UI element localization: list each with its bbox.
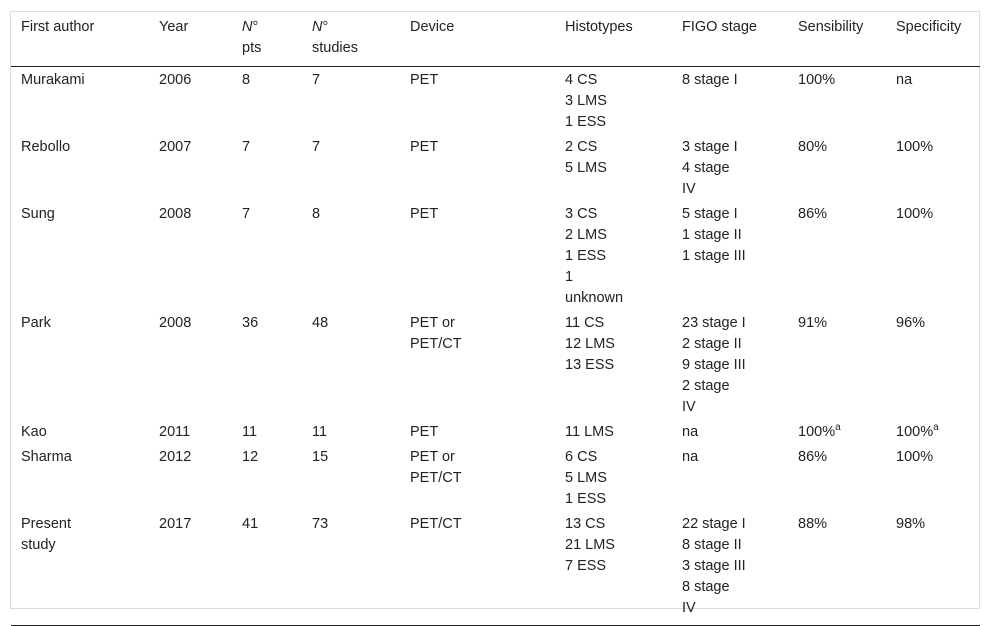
comparison-table: [11, 12, 980, 626]
cell-sensibility-value: 100%: [798, 424, 836, 440]
cell-device-line: PET/CT: [410, 336, 462, 352]
cell-figo-stage: [672, 511, 788, 626]
table-body: [11, 67, 980, 626]
cell-figo-stage-line: 8 stage II: [682, 537, 742, 553]
cell-histotypes: [555, 444, 672, 511]
cell-device-line: PET: [410, 139, 439, 155]
header-n-pts-degree: °: [252, 19, 259, 35]
cell-device: [400, 511, 555, 626]
cell-first-author-line: Sharma: [21, 449, 72, 465]
cell-first-author: [11, 419, 149, 444]
cell-n-pts: 12: [242, 449, 259, 465]
cell-figo-stage-line: IV: [682, 181, 696, 197]
cell-year: 2012: [159, 449, 192, 465]
header-n-studies-degree: °: [322, 19, 329, 35]
cell-n-studies: 7: [312, 72, 321, 88]
cell-figo-stage-line: 23 stage I: [682, 315, 746, 331]
cell-figo-stage: [672, 444, 788, 511]
table-header: [11, 12, 980, 67]
cell-histotypes-line: 1: [565, 269, 574, 285]
cell-figo-stage: [672, 419, 788, 444]
cell-year: 2008: [159, 315, 192, 331]
cell-figo-stage-line: na: [682, 449, 699, 465]
cell-figo-stage-line: 1 stage III: [682, 248, 746, 264]
cell-figo-stage-line: 3 stage I: [682, 139, 738, 155]
cell-figo-stage-line: na: [682, 424, 699, 440]
cell-histotypes-line: 4 CS: [565, 72, 598, 88]
cell-histotypes: [555, 419, 672, 444]
cell-n-pts: 41: [242, 516, 259, 532]
cell-histotypes-line: 7 ESS: [565, 558, 607, 574]
cell-specificity: [886, 310, 980, 419]
cell-figo-stage-line: 5 stage I: [682, 206, 738, 222]
table-row: [11, 310, 980, 419]
cell-sensibility-value: 100%: [798, 72, 836, 88]
cell-n-pts: 7: [242, 206, 251, 222]
cell-device: [400, 201, 555, 310]
cell-figo-stage: [672, 67, 788, 135]
header-specificity: Specificity: [896, 19, 962, 35]
cell-sensibility-value: 86%: [798, 206, 828, 222]
cell-specificity-value: 100%: [896, 449, 934, 465]
header-histotypes: Histotypes: [565, 19, 633, 35]
cell-histotypes: [555, 201, 672, 310]
table-row: [11, 201, 980, 310]
cell-n-pts: 7: [242, 139, 251, 155]
cell-specificity-footnote-marker: a: [933, 422, 939, 434]
cell-sensibility-value: 88%: [798, 516, 828, 532]
cell-first-author: [11, 511, 149, 626]
cell-histotypes-line: 1 ESS: [565, 248, 607, 264]
cell-specificity: [886, 444, 980, 511]
cell-first-author-line: Murakami: [21, 72, 85, 88]
cell-figo-stage: [672, 310, 788, 419]
cell-specificity-value: 100%: [896, 206, 934, 222]
cell-histotypes: [555, 67, 672, 135]
header-first-author: First author: [21, 19, 95, 35]
cell-n-pts: 8: [242, 72, 251, 88]
cell-sensibility: [788, 310, 886, 419]
table-row: [11, 444, 980, 511]
cell-histotypes-line: 13 ESS: [565, 357, 615, 373]
cell-figo-stage-line: 22 stage I: [682, 516, 746, 532]
cell-specificity: [886, 134, 980, 201]
cell-year: 2017: [159, 516, 192, 532]
cell-figo-stage-line: 2 stage II: [682, 336, 742, 352]
header-n-studies: [302, 12, 400, 67]
cell-histotypes-line: 11 LMS: [565, 424, 614, 440]
cell-histotypes-line: unknown: [565, 290, 624, 306]
cell-figo-stage: [672, 201, 788, 310]
cell-device-line: PET: [410, 424, 439, 440]
cell-device: [400, 310, 555, 419]
cell-first-author-line: Rebollo: [21, 139, 71, 155]
cell-device: [400, 419, 555, 444]
cell-n-pts: 36: [242, 315, 259, 331]
cell-device-line: PET/CT: [410, 516, 462, 532]
cell-sensibility-value: 91%: [798, 315, 828, 331]
cell-device: [400, 67, 555, 135]
cell-first-author-line: Present: [21, 516, 71, 532]
table-row: [11, 419, 980, 444]
cell-year: 2006: [159, 72, 192, 88]
cell-n-studies: 8: [312, 206, 321, 222]
cell-first-author: [11, 134, 149, 201]
cell-device-line: PET/CT: [410, 470, 462, 486]
cell-specificity: [886, 201, 980, 310]
cell-figo-stage-line: IV: [682, 600, 696, 616]
cell-device-line: PET: [410, 206, 439, 222]
cell-histotypes-line: 3 CS: [565, 206, 598, 222]
cell-figo-stage-line: 8 stage: [682, 579, 730, 595]
cell-specificity-value: na: [896, 72, 913, 88]
cell-histotypes-line: 2 LMS: [565, 227, 607, 243]
cell-histotypes: [555, 511, 672, 626]
cell-figo-stage-line: IV: [682, 399, 696, 415]
cell-figo-stage-line: 9 stage III: [682, 357, 746, 373]
header-device: Device: [410, 19, 455, 35]
cell-device-line: PET or: [410, 449, 455, 465]
cell-specificity-value: 100%: [896, 424, 934, 440]
cell-histotypes-line: 1 ESS: [565, 491, 607, 507]
cell-histotypes: [555, 134, 672, 201]
cell-histotypes-line: 6 CS: [565, 449, 598, 465]
cell-first-author-line: study: [21, 537, 56, 553]
table-row: [11, 134, 980, 201]
cell-histotypes-line: 3 LMS: [565, 93, 607, 109]
cell-figo-stage-line: 1 stage II: [682, 227, 742, 243]
cell-first-author-line: Sung: [21, 206, 55, 222]
header-n-studies-label: studies: [312, 40, 358, 56]
cell-specificity: [886, 67, 980, 135]
cell-n-studies: 15: [312, 449, 329, 465]
cell-sensibility: [788, 67, 886, 135]
cell-specificity-value: 96%: [896, 315, 926, 331]
cell-device-line: PET: [410, 72, 439, 88]
cell-first-author: [11, 310, 149, 419]
cell-year: 2011: [159, 424, 191, 440]
cell-first-author: [11, 201, 149, 310]
cell-figo-stage-line: 4 stage: [682, 160, 730, 176]
cell-sensibility-value: 86%: [798, 449, 828, 465]
cell-first-author-line: Kao: [21, 424, 47, 440]
cell-first-author-line: Park: [21, 315, 51, 331]
cell-year: 2007: [159, 139, 192, 155]
header-row: [11, 12, 980, 67]
cell-specificity: [886, 419, 980, 444]
header-n-pts: [232, 12, 302, 67]
header-figo-stage: FIGO stage: [682, 19, 757, 35]
cell-sensibility: [788, 201, 886, 310]
cell-n-studies: 48: [312, 315, 329, 331]
cell-n-studies: 73: [312, 516, 329, 532]
cell-year: 2008: [159, 206, 192, 222]
cell-first-author: [11, 444, 149, 511]
cell-sensibility-value: 80%: [798, 139, 828, 155]
table-row: [11, 67, 980, 135]
cell-sensibility: [788, 134, 886, 201]
header-n-studies-symbol: N: [312, 19, 323, 35]
header-year: Year: [159, 19, 189, 35]
cell-sensibility-footnote-marker: a: [835, 422, 841, 434]
cell-device: [400, 134, 555, 201]
cell-histotypes-line: 5 LMS: [565, 160, 607, 176]
cell-device-line: PET or: [410, 315, 455, 331]
cell-histotypes-line: 1 ESS: [565, 114, 607, 130]
cell-sensibility: [788, 419, 886, 444]
header-sensibility: Sensibility: [798, 19, 864, 35]
header-n-pts-label: pts: [242, 40, 262, 56]
cell-figo-stage-line: 2 stage: [682, 378, 730, 394]
cell-figo-stage-line: 3 stage III: [682, 558, 746, 574]
cell-specificity-value: 100%: [896, 139, 934, 155]
header-n-pts-symbol: N: [242, 19, 253, 35]
cell-histotypes-line: 11 CS: [565, 315, 605, 331]
cell-histotypes-line: 13 CS: [565, 516, 606, 532]
cell-sensibility: [788, 511, 886, 626]
cell-n-studies: 7: [312, 139, 321, 155]
cell-histotypes: [555, 310, 672, 419]
cell-specificity-value: 98%: [896, 516, 926, 532]
cell-figo-stage: [672, 134, 788, 201]
cell-specificity: [886, 511, 980, 626]
cell-figo-stage-line: 8 stage I: [682, 72, 738, 88]
cell-n-pts: 11: [242, 424, 258, 440]
cell-histotypes-line: 21 LMS: [565, 537, 615, 553]
cell-first-author: [11, 67, 149, 135]
cell-histotypes-line: 5 LMS: [565, 470, 607, 486]
cell-histotypes-line: 12 LMS: [565, 336, 615, 352]
cell-n-studies: 11: [312, 424, 328, 440]
cell-device: [400, 444, 555, 511]
cell-sensibility: [788, 444, 886, 511]
cell-histotypes-line: 2 CS: [565, 139, 598, 155]
table-row: [11, 511, 980, 626]
